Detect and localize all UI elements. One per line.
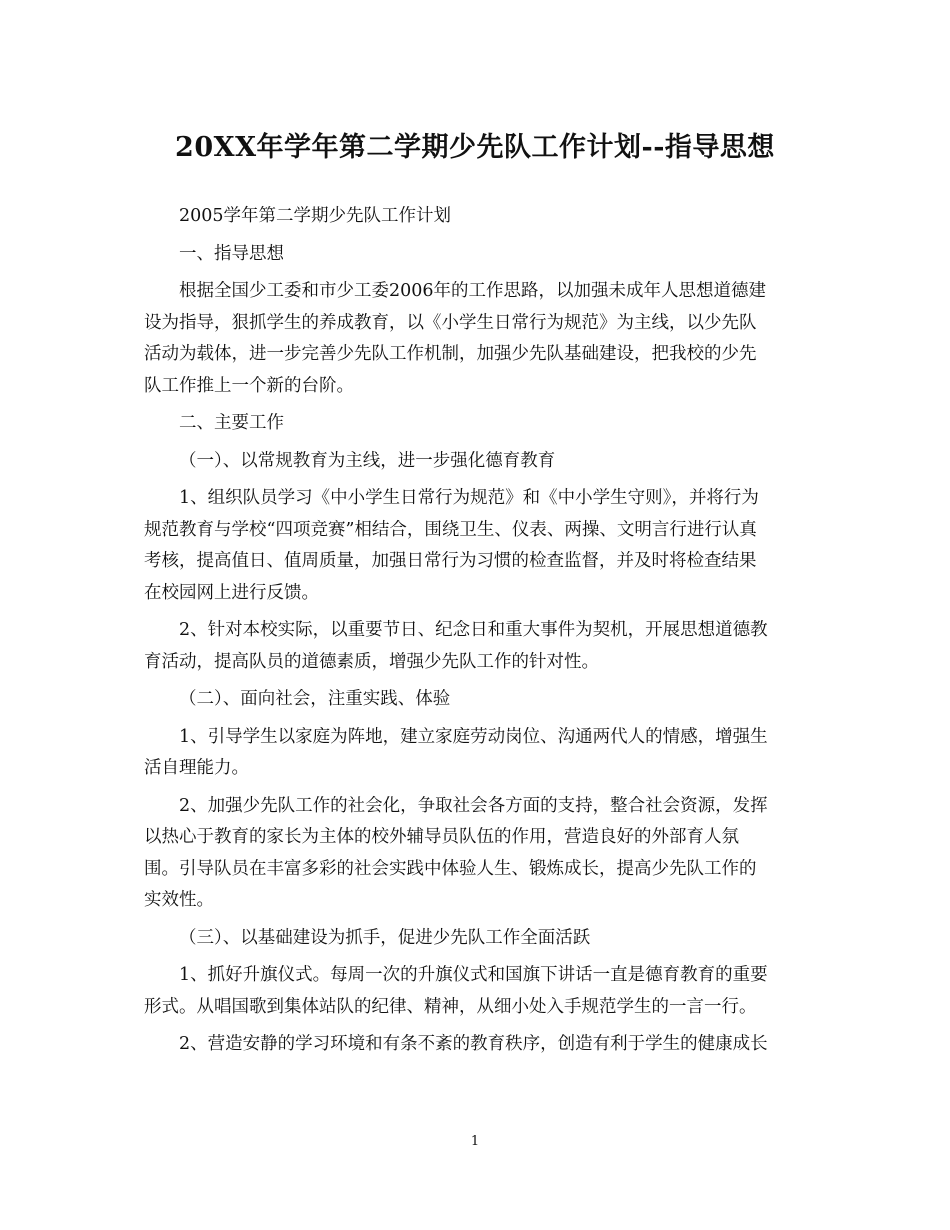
paragraph-line: 育活动，提高队员的道德素质，增强少先队工作的针对性。 <box>144 651 599 672</box>
paragraph-line: 形式。从唱国歌到集体站队的纪律、精神，从细小处入手规范学生的一言一行。 <box>144 996 757 1017</box>
paragraph-line: 以热心于教育的家长为主体的校外辅导员队伍的作用，营造良好的外部育人氛 <box>144 827 739 847</box>
paragraph-13 <box>144 1029 808 1061</box>
paragraph-line: 活自理能力。 <box>144 758 249 778</box>
paragraph-line: 2、营造安静的学习环境和有条不紊的教育秩序，创造有利于学生的健康成长 <box>179 1034 768 1054</box>
paragraph-3 <box>144 276 808 402</box>
paragraph-line: 活动为载体，进一步完善少先队工作机制，加强少先队基础建设，把我校的少先 <box>144 344 757 364</box>
document-title: 20XX年学年第二学期少先队工作计划--指导思想 <box>175 132 775 163</box>
paragraph-line: （二）、面向社会，注重实践、体验 <box>179 689 451 709</box>
paragraph-line: 队工作推上一个新的台阶。 <box>144 375 354 396</box>
paragraph-line: 实效性。 <box>144 890 214 910</box>
paragraph-line: 围。引导队员在丰富多彩的社会实践中体验人生、锻炼成长，提高少先队工作的 <box>144 858 757 879</box>
paragraph-line: 根据全国少工委和市少工委2006年的工作思路，以加强未成年人思想道德建 <box>179 281 767 301</box>
paragraph-line: 考核，提高值日、值周质量，加强日常行为习惯的检查监督，并及时将检查结果 <box>144 551 757 571</box>
document-body <box>144 201 808 1061</box>
paragraph-line: 2、针对本校实际，以重要节日、纪念日和重大事件为契机，开展思想道德教 <box>179 620 768 640</box>
paragraph-5 <box>144 446 808 478</box>
paragraph-line: 设为指导，狠抓学生的养成教育，以《小学生日常行为规范》为主线，以少先队 <box>144 312 757 333</box>
paragraph-line: 二、主要工作 <box>179 413 284 433</box>
page-number: 1 <box>470 1134 480 1149</box>
paragraph-line: 1、抓好升旗仪式。每周一次的升旗仪式和国旗下讲话一直是德育教育的重要 <box>179 965 768 985</box>
paragraph-line: （一）、以常规教育为主线，进一步强化德育教育 <box>179 450 556 471</box>
paragraph-line: 1、组织队员学习《中小学生日常行为规范》和《中小学生守则》，并将行为 <box>179 488 759 508</box>
paragraph-line: 规范教育与学校“四项竞赛”相结合，围绕卫生、仪表、两操、文明言行进行认真 <box>144 519 757 540</box>
paragraph-9 <box>144 722 808 785</box>
paragraph-7 <box>144 615 808 678</box>
paragraph-4 <box>144 408 808 440</box>
paragraph-11 <box>144 923 808 955</box>
paragraph-2 <box>144 239 808 271</box>
paragraph-10 <box>144 791 808 917</box>
paragraph-line: （三）、以基础建设为抓手，促进少先队工作全面活跃 <box>179 927 591 948</box>
paragraph-12 <box>144 960 808 1023</box>
paragraph-6 <box>144 483 808 609</box>
paragraph-line: 1、引导学生以家庭为阵地，建立家庭劳动岗位、沟通两代人的情感，增强生 <box>179 726 768 747</box>
paragraph-line: 2005学年第二学期少先队工作计划 <box>179 206 452 226</box>
paragraph-line: 在校园网上进行反馈。 <box>144 582 319 603</box>
paragraph-line: 2、加强少先队工作的社会化，争取社会各方面的支持，整合社会资源，发挥 <box>179 795 768 816</box>
paragraph-line: 一、指导思想 <box>179 243 284 264</box>
paragraph-8 <box>144 684 808 716</box>
paragraph-1 <box>144 201 808 233</box>
